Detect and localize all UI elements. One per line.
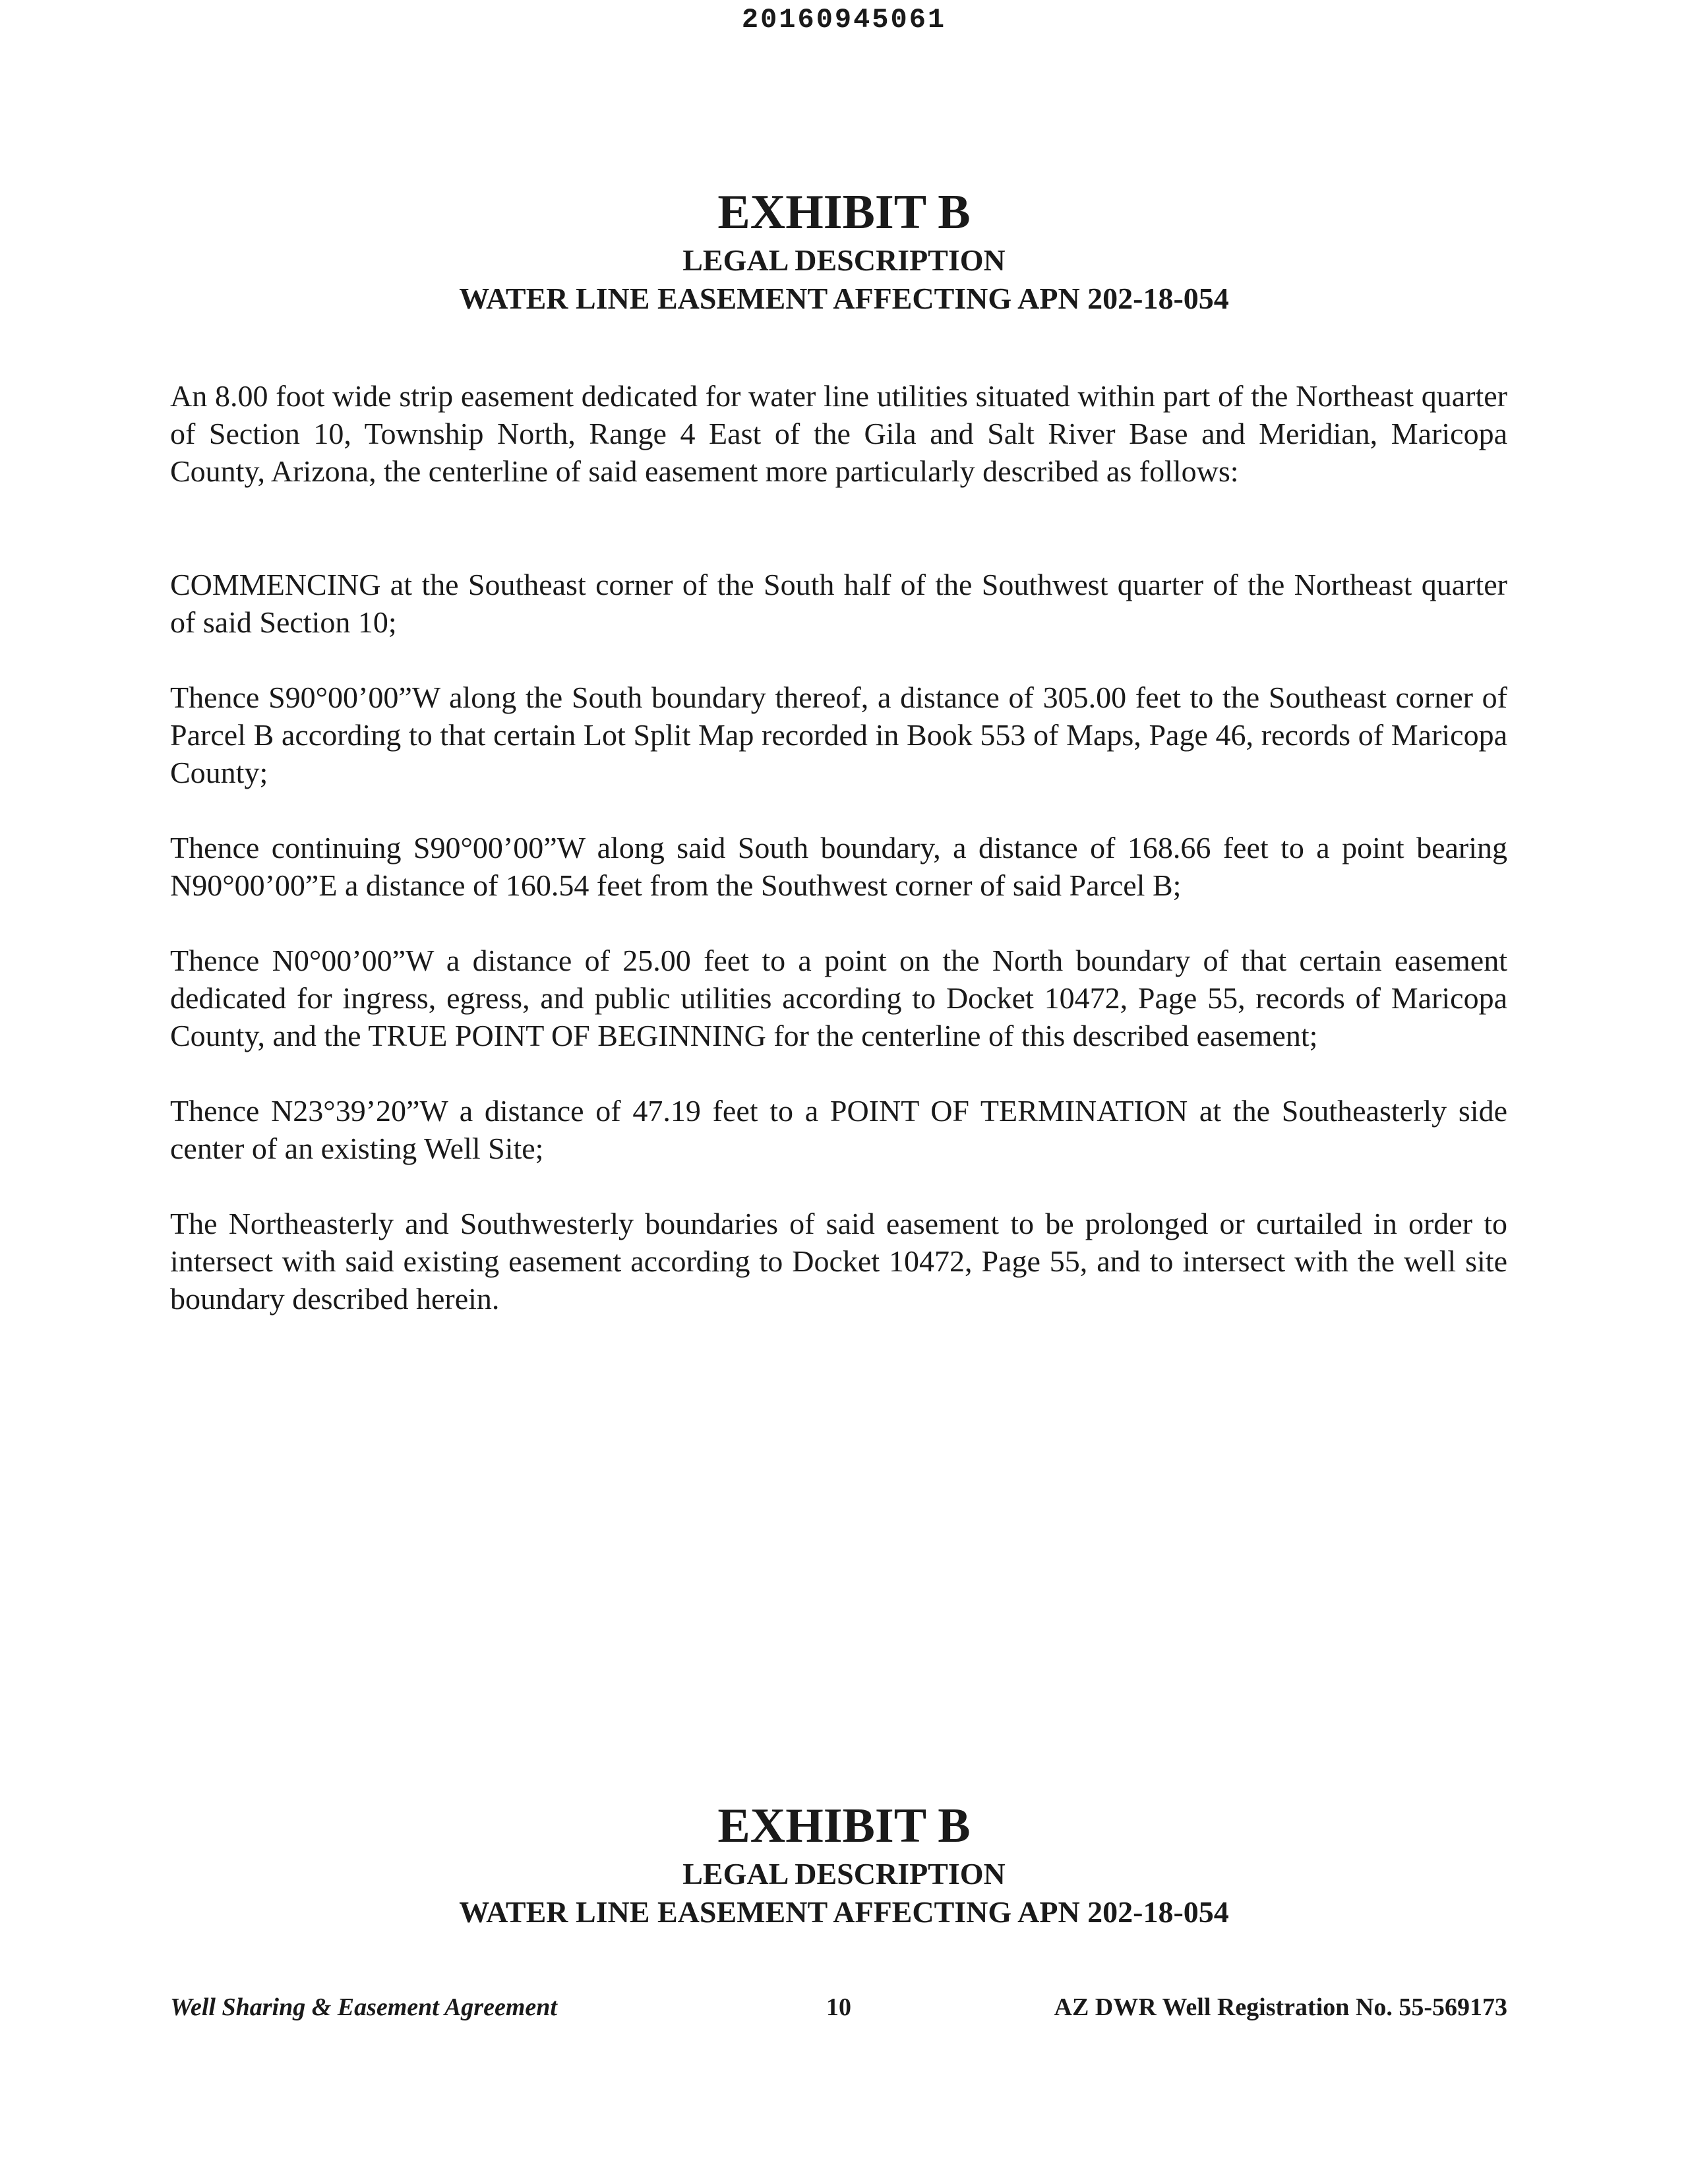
paragraph-thence-1: Thence S90°00’00”W along the South boundary thereof, a distance of 305.00 feet to the Southeast corner of Parcel B according to that certain Lot Split Map recorded in Book 553 of Maps, Page 46, records of Maricopa County; <box>170 681 1507 789</box>
paragraph-commencing: COMMENCING at the Southeast corner of the South half of the Southwest quarter of the Northeast quarter of said Section 10; <box>170 568 1507 639</box>
paragraph-thence-3: Thence N0°00’00”W a distance of 25.00 feet to a point on the North boundary of that certain easement dedicated for ingress, egress, and public utilities according to Docket 10472, Page 55, records of Maricopa County, and the TRUE POINT OF BEGINNING for the centerline of this described easement; <box>170 944 1507 1052</box>
legal-description-subtitle-repeat: LEGAL DESCRIPTION <box>682 1857 1006 1891</box>
paragraph-thence-2: Thence continuing S90°00’00”W along said South boundary, a distance of 168.66 feet to a point bearing N90°00’00”E a distance of 160.54 feet from the Southwest corner of said Parcel B; <box>170 831 1507 902</box>
exhibit-title-repeat: EXHIBIT B <box>717 1799 971 1853</box>
footer-agreement-title: Well Sharing & Easement Agreement <box>170 1993 557 2021</box>
recording-number: 20160945061 <box>741 4 947 36</box>
footer-registration-number: AZ DWR Well Registration No. 55-569173 <box>1054 1993 1507 2021</box>
legal-description-subtitle: LEGAL DESCRIPTION <box>682 243 1006 277</box>
exhibit-heading-bottom <box>0 1797 1688 1931</box>
paragraph-boundaries: The Northeasterly and Southwesterly boundaries of said easement to be prolonged or curtailed in order to intersect with said existing easement according to Docket 10472, Page 55, and to intersect with the well site boundary described herein. <box>170 1207 1507 1316</box>
exhibit-title: EXHIBIT B <box>717 185 971 239</box>
easement-subject-repeat: WATER LINE EASEMENT AFFECTING APN 202-18-054 <box>459 1895 1229 1929</box>
page-footer <box>170 1993 1507 2032</box>
legal-description-body <box>170 377 1507 1355</box>
exhibit-heading-top <box>0 183 1688 318</box>
paragraph-easement-intro: An 8.00 foot wide strip easement dedicated for water line utilities situated within part of the Northeast quarter of Section 10, Township North, Range 4 East of the Gila and Salt River Base and Meridian, Maricopa County, Arizona, the centerline of said easement more particularly described as follows: <box>170 379 1507 488</box>
footer-page-number: 10 <box>826 1993 851 2021</box>
easement-subject: WATER LINE EASEMENT AFFECTING APN 202-18-054 <box>459 282 1229 315</box>
paragraph-thence-4: Thence N23°39’20”W a distance of 47.19 feet to a POINT OF TERMINATION at the Southeasterly side center of an existing Well Site; <box>170 1094 1507 1165</box>
